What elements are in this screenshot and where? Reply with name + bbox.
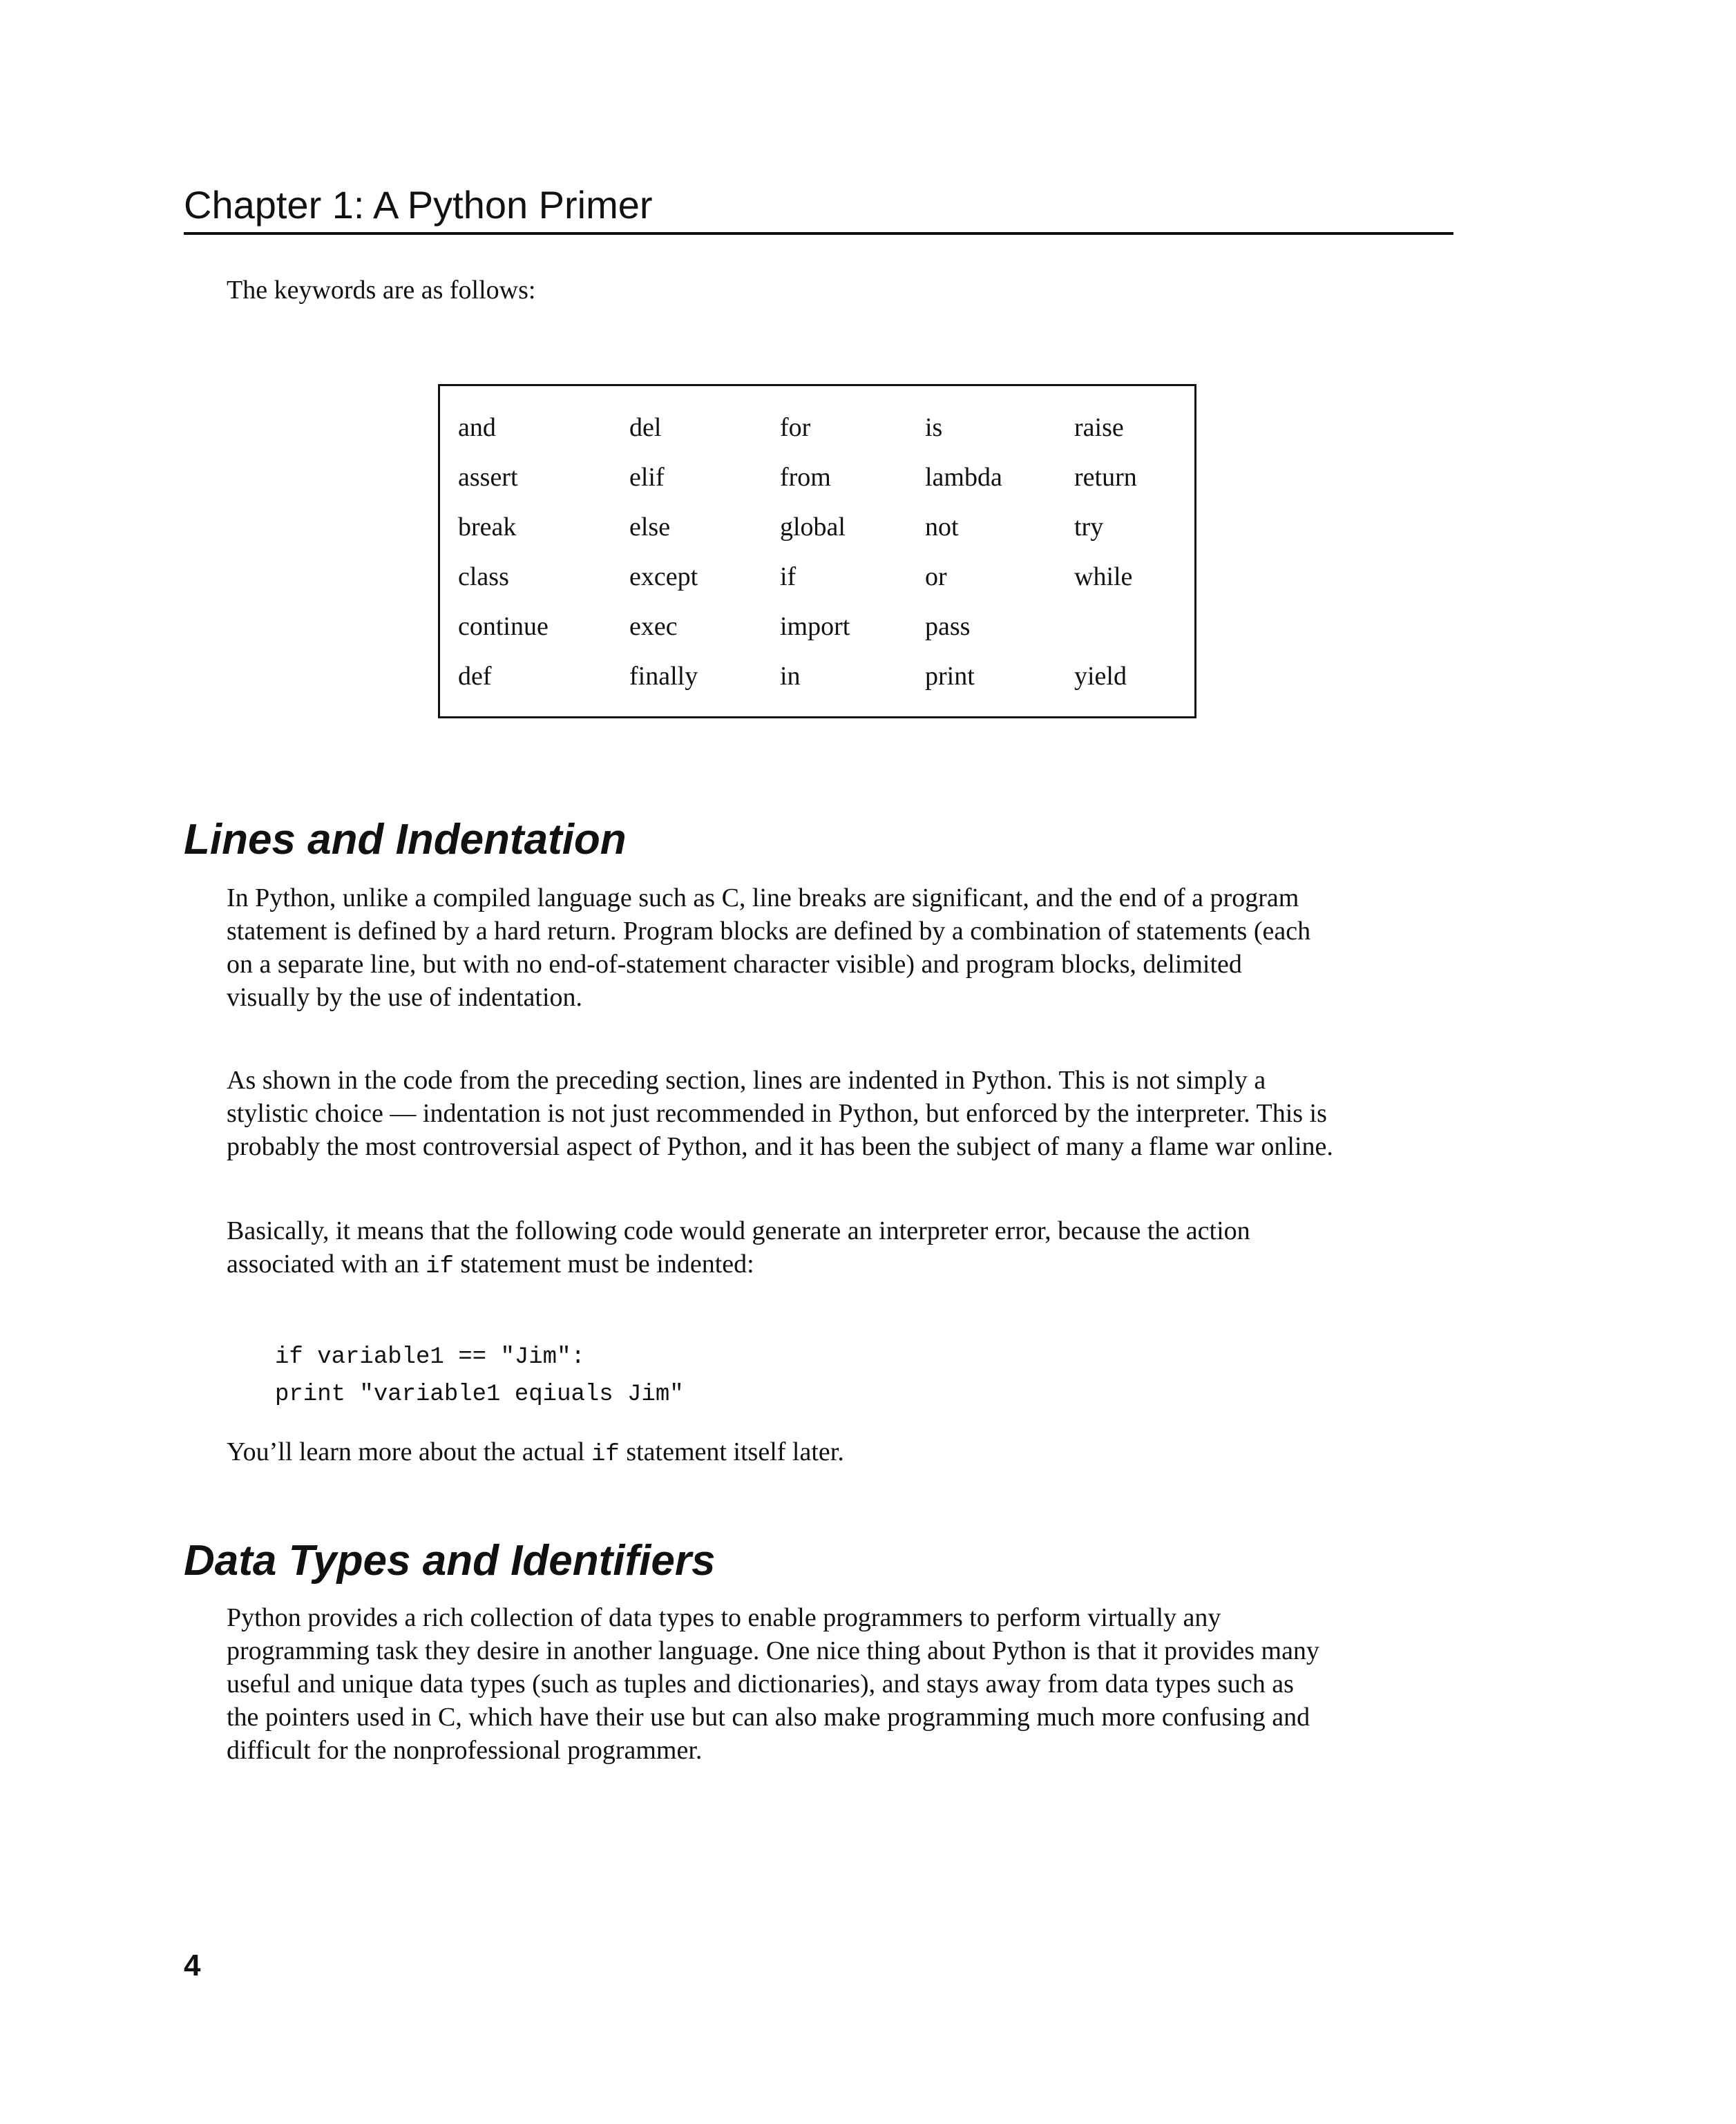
page-number: 4 <box>184 1949 201 1982</box>
keyword-cell <box>1074 602 1178 651</box>
code-line: if variable1 == "Jim": <box>275 1344 585 1370</box>
text-line: on a separate line, but with no end-of-statement character visible) and program blocks, delimited <box>227 950 1242 979</box>
keyword-cell: return <box>1074 463 1137 492</box>
text-line: programming task they desire in another language. One nice thing about Python is that it provides many <box>227 1636 1319 1665</box>
text-line: As shown in the code from the preceding section, lines are indented in Python. This is not simply a <box>227 1066 1266 1095</box>
keyword-cell: try <box>1074 513 1104 542</box>
paragraph-lines-4 <box>227 1435 1456 1471</box>
keyword-cell: from <box>780 463 831 492</box>
keywords-row <box>458 452 1178 502</box>
keyword-cell: raise <box>1074 413 1124 442</box>
text-line: difficult for the nonprofessional programmer. <box>227 1736 703 1765</box>
keyword-cell: def <box>458 662 492 691</box>
keyword-cell: is <box>925 413 943 442</box>
keyword-cell: if <box>780 562 797 591</box>
text-fragment: You’ll learn more about the actual <box>227 1437 591 1466</box>
keyword-cell: in <box>780 662 801 691</box>
keyword-cell: else <box>629 513 671 542</box>
chapter-header <box>184 182 1453 235</box>
keyword-cell: class <box>458 562 509 591</box>
paragraph-types-1 <box>227 1601 1456 1767</box>
keyword-cell: global <box>780 513 846 542</box>
keyword-cell: or <box>925 562 947 591</box>
text-line: Basically, it means that the following code would generate an interpreter error, because the action <box>227 1216 1250 1245</box>
keyword-cell: continue <box>458 612 549 641</box>
text-line: useful and unique data types (such as tuples and dictionaries), and stays away from data types such as <box>227 1669 1294 1699</box>
section-heading-data-types: Data Types and Identifiers <box>184 1537 716 1585</box>
text-fragment: associated with an <box>227 1250 426 1279</box>
keywords-row <box>458 651 1178 701</box>
text-line <box>227 1435 1456 1471</box>
keyword-cell: break <box>458 513 517 542</box>
keyword-cell: yield <box>1074 662 1127 691</box>
keyword-cell: import <box>780 612 850 641</box>
keyword-cell: not <box>925 513 959 542</box>
keyword-cell: print <box>925 662 975 691</box>
intro-paragraph <box>227 274 1456 307</box>
text-fragment: statement itself later. <box>619 1437 844 1466</box>
text-line: Python provides a rich collection of data types to enable programmers to perform virtually any <box>227 1603 1221 1632</box>
intro-line: The keywords are as follows: <box>227 276 536 305</box>
text-line: probably the most controversial aspect of Python, and it has been the subject of many a flame war online. <box>227 1132 1333 1161</box>
keyword-cell: while <box>1074 562 1133 591</box>
keywords-table <box>458 403 1178 701</box>
keyword-cell: finally <box>629 662 698 691</box>
keyword-cell: except <box>629 562 698 591</box>
keyword-cell: elif <box>629 463 665 492</box>
keyword-cell: pass <box>925 612 971 641</box>
code-line: print "variable1 eqiuals Jim" <box>275 1381 684 1408</box>
inline-code: if <box>426 1254 454 1280</box>
text-line: stylistic choice — indentation is not just recommended in Python, but enforced by the interpreter. This is <box>227 1099 1327 1128</box>
text-fragment: statement must be indented: <box>453 1250 754 1279</box>
paragraph-lines-1 <box>227 881 1456 1014</box>
text-line <box>227 1247 1456 1283</box>
paragraph-lines-2 <box>227 1064 1456 1163</box>
inline-code: if <box>591 1442 620 1468</box>
keyword-cell: for <box>780 413 811 442</box>
text-line: the pointers used in C, which have their use but can also make programming much more confusing and <box>227 1703 1310 1732</box>
keywords-row <box>458 502 1178 552</box>
keyword-cell: and <box>458 413 496 442</box>
text-line: In Python, unlike a compiled language such as C, line breaks are significant, and the end of a program <box>227 883 1299 912</box>
chapter-title: Chapter 1: A Python Primer <box>184 183 653 227</box>
text-line: statement is defined by a hard return. Program blocks are defined by a combination of statements (each <box>227 917 1311 946</box>
keyword-cell: lambda <box>925 463 1002 492</box>
text-line: visually by the use of indentation. <box>227 983 583 1012</box>
keyword-cell: del <box>629 413 662 442</box>
keywords-row <box>458 552 1178 602</box>
keywords-table-box <box>438 384 1196 718</box>
keyword-cell: exec <box>629 612 678 641</box>
keywords-row <box>458 602 1178 651</box>
keywords-row <box>458 403 1178 452</box>
section-heading-lines-indentation: Lines and Indentation <box>184 816 627 863</box>
paragraph-lines-3 <box>227 1214 1456 1283</box>
keyword-cell: assert <box>458 463 518 492</box>
code-block <box>275 1339 684 1413</box>
